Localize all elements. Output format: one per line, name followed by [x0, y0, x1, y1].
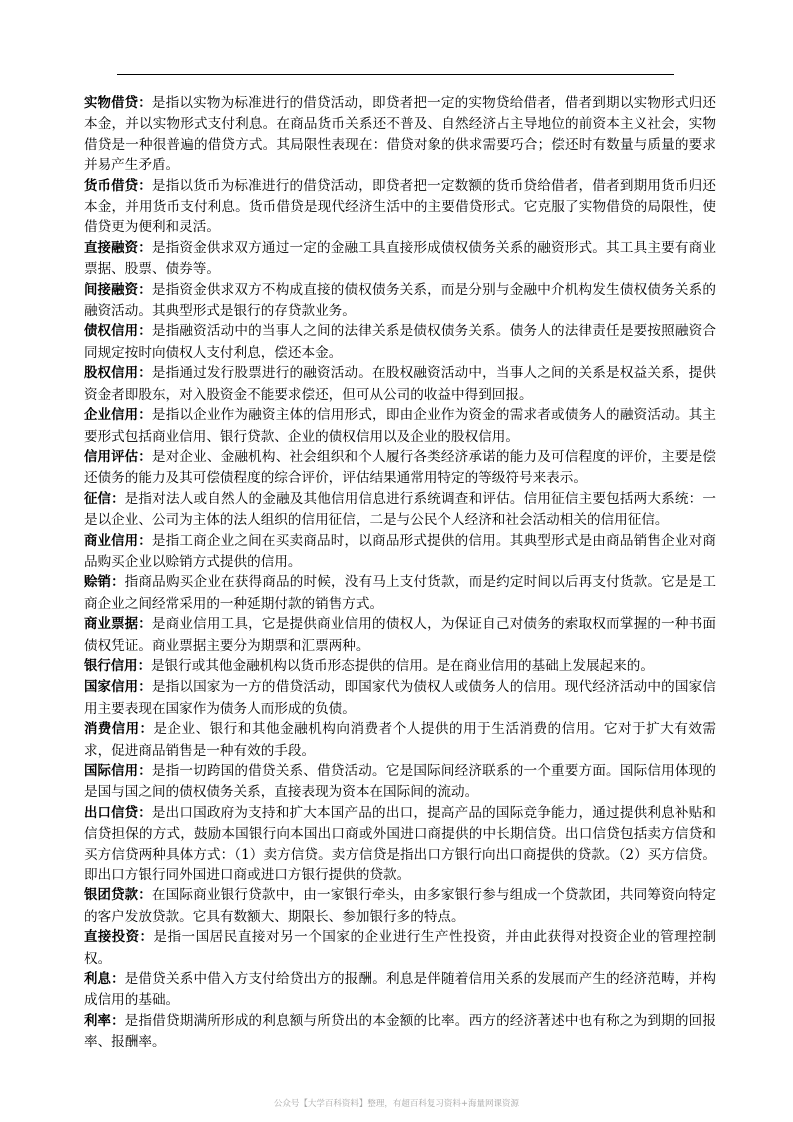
glossary-entry — [84, 614, 716, 656]
header-rule — [117, 74, 674, 75]
entry-definition: 是指借贷期满所形成的利息额与所贷出的本金额的比率。西方的经济著述中也有称之为到期的回报率、报酬率。 — [84, 1012, 717, 1051]
glossary-entry — [84, 405, 716, 447]
term-separator: ： — [138, 617, 152, 633]
entry-definition: 是商业信用工具，它是提供商业信用的债权人，为保证自己对债务的索取权而掌握的一种书面债权凭证。商业票据主要分为期票和汇票两种。 — [84, 616, 717, 654]
entry-term: 征信 — [84, 491, 112, 507]
entry-definition: 是指以实物为标准进行的借贷活动，即贷者把一定的实物贷给借者，借者到期以实物形式归还本金，并以实物形式支付利息。在商品货币关系还不普及、自然经济占主导地位的前资本主义社会，实物借贷是一种很普遍的借贷方式。其局限性表现在：借贷对象的供求需要巧合；偿还时有数量与质量的要求并易产生矛盾。 — [84, 95, 717, 174]
entry-term: 赊销 — [84, 575, 112, 591]
term-separator: ： — [138, 805, 152, 821]
entry-term: 直接融资 — [84, 240, 139, 256]
entry-definition: 是指以国家为一方的借贷活动，即国家代为债权人或债务人的信用。现代经济活动中的国家信用主要表现在国家作为债务人而形成的负债。 — [84, 679, 717, 717]
glossary-entry — [84, 93, 716, 176]
entry-definition: 是指资金供求双方通过一定的金融工具直接形成债权债务关系的融资形式。其工具主要有商业票据、股票、债券等。 — [84, 239, 717, 278]
term-separator: ： — [138, 888, 152, 904]
glossary-entry — [84, 677, 716, 719]
entry-term: 直接投资 — [84, 930, 140, 946]
entry-term: 间接融资 — [84, 282, 139, 298]
entry-definition: 是指通过发行股票进行的融资活动。在股权融资活动中，当事人之间的关系是权益关系，提供资金者即股东，对入股资金不能要求偿还，但可从公司的收益中得到回报。 — [84, 365, 717, 403]
term-separator: ： — [137, 658, 151, 674]
entry-term: 股权信用 — [84, 366, 139, 382]
term-separator: ： — [138, 764, 152, 779]
term-separator: ： — [138, 533, 152, 549]
glossary-entry — [84, 447, 716, 489]
glossary-entry — [84, 280, 716, 322]
term-separator: ： — [138, 240, 152, 256]
term-separator: ： — [139, 722, 154, 738]
entry-definition: 在国际商业银行贷款中，由一家银行牵头，由多家银行参与组成一个贷款团，共同筹资向特定的客户发放贷款。它具有数额大、期限长、参加银行多的特点。 — [84, 887, 717, 925]
entry-term: 消费信用 — [84, 722, 140, 738]
glossary-entry — [84, 176, 716, 238]
entry-term: 出口信贷 — [84, 805, 139, 821]
glossary-body — [84, 93, 716, 1053]
entry-definition: 是指对法人或自然人的金融及其他信用信息进行系统调查和评估。信用征信主要包括两大系统：一是以企业、公司为主体的法人组织的信用征信，二是与公民个人经济和社会活动相关的信用征信。 — [84, 490, 717, 529]
term-separator: ： — [111, 972, 125, 988]
term-separator: ： — [138, 178, 152, 194]
entry-term: 商业票据 — [84, 617, 139, 633]
entry-definition: 是指一切跨国的借贷关系、借贷活动。它是国际间经济联系的一个重要方面。国际信用体现的是国与国之间的债权债务关系，直接表现为资本在国际间的流动。 — [84, 763, 717, 801]
entry-term: 利率 — [84, 1013, 112, 1029]
glossary-entry — [84, 761, 716, 803]
entry-definition: 是对企业、金融机构、社会组织和个人履行各类经济承诺的能力及可信程度的评价，主要是偿还债务的能力及其可偿债程度的综合评价，评估结果通常用特定的等级符号来表示。 — [84, 448, 717, 487]
entry-definition: 是指融资活动中的当事人之间的法律关系是债权债务关系。债务人的法律责任是要按照融资合同规定按时向债权人支付利息，偿还本金。 — [84, 323, 717, 361]
entry-definition: 是借贷关系中借入方支付给贷出方的报酬。利息是伴随着信用关系的发展而产生的经济范畴，并构成信用的基础。 — [84, 971, 717, 1009]
term-separator: ： — [138, 366, 152, 382]
entry-definition: 是银行或其他金融机构以货币形态提供的信用。是在商业信用的基础上发展起来的。 — [150, 657, 654, 674]
entry-definition: 是指以货币为标准进行的借贷活动，即贷者把一定数额的货币贷给借者，借者到期用货币归还本金，并用货币支付利息。货币借贷是现代经济生活中的主要借贷形式。它克服了实物借贷的局限性，使借贷更为便利和灵活。 — [84, 177, 717, 236]
entry-term: 利息 — [84, 972, 112, 988]
entry-definition: 指商品购买企业在获得商品的时候，没有马上支付货款，而是约定时间以后再支付货款。它是是工商企业之间经常采用的一种延期付款的销售方式。 — [84, 574, 717, 612]
footer-note: 公众号【大学百科资料】整理，有超百科复习资料+海量网课资源 — [273, 1099, 520, 1109]
entry-term: 商业信用 — [84, 533, 139, 549]
glossary-entry — [84, 572, 716, 614]
term-separator: ： — [111, 575, 125, 591]
glossary-entry — [84, 803, 716, 886]
entry-definition: 是企业、银行和其他金融机构向消费者个人提供的用于生活消费的信用。它对于扩大有效需求，促进商品销售是一种有效的手段。 — [84, 721, 716, 759]
glossary-entry — [84, 1011, 716, 1053]
term-separator: ： — [111, 1013, 125, 1029]
term-separator: ： — [138, 324, 152, 340]
entry-definition: 是出口国政府为支持和扩大本国产品的出口，提高产品的国际竞争能力，通过提供利息补贴和信贷担保的方式，鼓励本国银行向本国出口商或外国进口商提供的中长期信贷。出口信贷包括卖方信贷和买方信贷两种具体方式：（1）卖方信贷。卖方信贷是指出口方银行向出口商提供的贷款。（2）买方信贷。即出口方银行同外国进口商或进口方银行提供的贷款。 — [84, 804, 717, 884]
glossary-entry — [84, 969, 716, 1011]
entry-term: 债权信用 — [84, 324, 139, 340]
entry-term: 企业信用 — [84, 408, 139, 424]
term-separator: ： — [138, 680, 152, 696]
term-separator: ： — [111, 491, 125, 507]
term-separator: ： — [139, 930, 154, 946]
entry-definition: 是指一国居民直接对另一个国家的企业进行生产性投资，并由此获得对投资企业的管理控制权。 — [84, 929, 716, 967]
entry-definition: 是指资金供求双方不构成直接的债权债务关系，而是分别与金融中介机构发生债权债务关系的融资活动。其典型形式是银行的存贷款业务。 — [84, 281, 717, 320]
entry-term: 国际信用 — [84, 764, 139, 779]
glossary-entry — [84, 363, 716, 405]
entry-term: 实物借贷 — [84, 96, 139, 111]
term-separator: ： — [138, 449, 152, 465]
glossary-entry — [84, 885, 716, 927]
glossary-entry — [84, 927, 716, 969]
entry-definition: 是指以企业作为融资主体的信用形式，即由企业作为资金的需求者或债务人的融资活动。其主要形式包括商业信用、银行贷款、企业的债权信用以及企业的股权信用。 — [84, 407, 717, 445]
entry-term: 国家信用 — [84, 680, 139, 696]
glossary-entry — [84, 489, 716, 531]
term-separator: ： — [138, 282, 152, 298]
term-separator: ： — [138, 96, 152, 111]
entry-term: 银团贷款 — [84, 888, 139, 904]
glossary-entry — [84, 656, 716, 677]
entry-definition: 是指工商企业之间在买卖商品时，以商品形式提供的信用。其典型形式是由商品销售企业对商品购买企业以赊销方式提供的信用。 — [84, 532, 717, 570]
entry-term: 银行信用 — [84, 658, 138, 674]
glossary-entry — [84, 531, 716, 573]
glossary-entry — [84, 238, 716, 280]
entry-term: 货币借贷 — [84, 178, 139, 194]
entry-term: 信用评估 — [84, 449, 139, 465]
term-separator: ： — [138, 408, 152, 424]
glossary-entry — [84, 719, 716, 761]
glossary-entry — [84, 321, 716, 363]
